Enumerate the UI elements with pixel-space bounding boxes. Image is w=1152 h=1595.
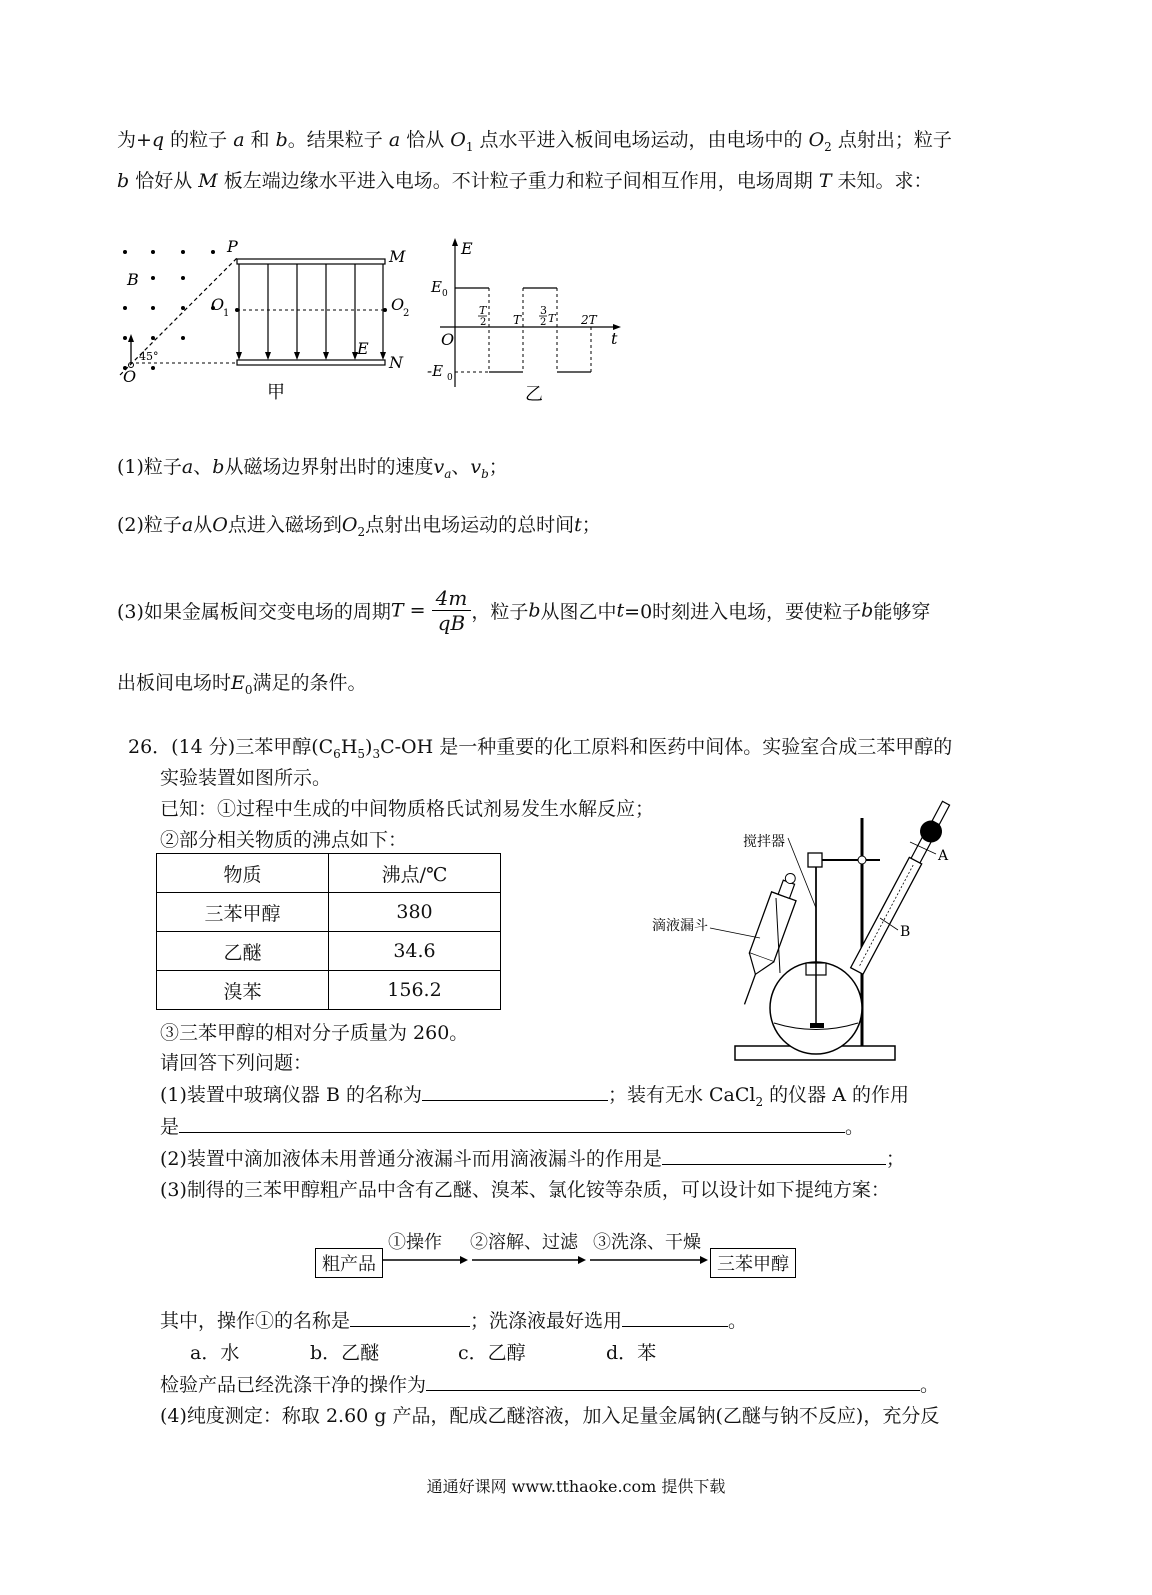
text: =0时刻进入电场，要使粒子 xyxy=(624,601,862,623)
p26-q3-line-e xyxy=(160,1370,939,1397)
text: 恰从 xyxy=(400,129,451,151)
label-E0sub: 0 xyxy=(442,289,448,299)
text: (3)如果金属板间交变电场的周期 xyxy=(117,601,391,623)
apparatus-figure xyxy=(640,798,970,1068)
table-cell: 溴苯 xyxy=(157,971,329,1010)
p26-q3: (3)制得的三苯甲醇粗产品中含有乙醚、溴苯、氯化铵等杂质，可以设计如下提纯方案： xyxy=(160,1179,890,1201)
axis-t: t xyxy=(611,329,618,348)
text: 、 xyxy=(451,456,471,478)
flow-step-2: ②溶解、过滤 xyxy=(470,1232,578,1253)
text: 从磁场边界射出时的速度 xyxy=(224,456,434,478)
answer-blank[interactable] xyxy=(662,1144,886,1165)
tick-T: T xyxy=(513,313,522,327)
text: 。 xyxy=(728,1310,748,1332)
tick-T2-num: T xyxy=(479,304,487,317)
text: 出板间电场时 xyxy=(117,672,232,694)
tick-T32-num: 3 xyxy=(540,304,547,317)
sub: 5 xyxy=(357,746,366,761)
text: 点水平进入板间电场运动，由电场中的 xyxy=(473,129,809,151)
text: 点射出电场运动的总时间 xyxy=(365,514,575,536)
label-P: P xyxy=(227,237,238,256)
text: 为+ xyxy=(117,129,152,151)
figure-jia xyxy=(105,230,425,410)
table-header: 物质 xyxy=(157,854,329,893)
text: ； xyxy=(488,456,508,478)
question-3-line-2 xyxy=(117,668,367,697)
var-q: q xyxy=(151,129,165,151)
var-O2: O xyxy=(808,129,825,151)
sub: 3 xyxy=(372,746,381,761)
text: 。 xyxy=(920,1374,940,1396)
option-d[interactable]: d．苯 xyxy=(606,1342,657,1364)
label-B: B xyxy=(900,924,911,940)
label-O: O xyxy=(441,330,455,349)
label-O2: O xyxy=(391,295,405,314)
label-O1: O xyxy=(211,295,225,314)
axis-E: E xyxy=(461,239,473,258)
boiling-point-table xyxy=(156,853,501,1010)
var-M: M xyxy=(198,170,218,192)
p26-known-3: ③三苯甲醇的相对分子质量为 260。 xyxy=(160,1022,469,1044)
answer-blank[interactable] xyxy=(422,1080,608,1101)
text: ) xyxy=(365,736,373,758)
answer-blank[interactable] xyxy=(426,1370,920,1391)
question-2 xyxy=(117,510,601,539)
tick-T2-den: 2 xyxy=(480,317,487,328)
label-E0: E xyxy=(431,278,442,296)
table-cell: 34.6 xyxy=(329,932,501,971)
label-M: M xyxy=(389,247,406,266)
sub: 2 xyxy=(357,524,366,539)
var: O xyxy=(341,514,358,536)
flow-step-1: ①操作 xyxy=(388,1232,442,1253)
var: a xyxy=(181,456,194,478)
p26-q4: (4)纯度测定：称取 2.60 g 产品，配成乙醚溶液，加入足量金属钠(乙醚与钠不反应)，充分反 xyxy=(160,1405,940,1427)
text: 满足的条件。 xyxy=(252,672,367,694)
p26-ask: 请回答下列问题： xyxy=(160,1052,313,1074)
text: C-OH 是一种重要的化工原料和医药中间体。实验室合成三苯甲醇的 xyxy=(380,736,953,758)
label-angle: 45° xyxy=(139,350,159,363)
p26-known-2: ②部分相关物质的沸点如下： xyxy=(160,829,408,851)
table-row xyxy=(157,932,501,971)
text: 板左端边缘水平进入电场。不计粒子重力和粒子间相互作用，电场周期 xyxy=(217,170,819,192)
page-footer: 通通好课网 www.tthaoke.com 提供下载 xyxy=(426,1477,726,1496)
flow-step-3: ③洗涤、干燥 xyxy=(593,1232,701,1253)
text: ； xyxy=(581,514,601,536)
var-a: a xyxy=(233,129,245,151)
label-dropping-funnel: 滴液漏斗 xyxy=(652,918,708,934)
var-T: T xyxy=(818,170,832,192)
p26-line-1 xyxy=(128,732,952,761)
text: 点进入磁场到 xyxy=(227,514,342,536)
intro-line-1 xyxy=(117,125,952,154)
label-O1sub: 1 xyxy=(223,308,230,319)
var-a: a xyxy=(388,129,401,151)
p26-q1-line-2 xyxy=(160,1112,864,1139)
label-negE0sub: 0 xyxy=(447,373,453,383)
sub: 6 xyxy=(333,746,341,761)
answer-blank[interactable] xyxy=(622,1306,728,1327)
label-E: E xyxy=(357,339,369,358)
text: 是 xyxy=(160,1116,180,1138)
figure-yi xyxy=(425,232,625,412)
text: 能够穿 xyxy=(873,601,931,623)
tick-T32-T: T xyxy=(548,312,556,325)
table-header: 沸点/℃ xyxy=(329,854,501,893)
label-O2sub: 2 xyxy=(403,308,410,319)
p26-q3-line-b xyxy=(160,1306,747,1333)
sub: 0 xyxy=(244,682,253,697)
label-N: N xyxy=(389,353,403,372)
answer-blank[interactable] xyxy=(179,1112,845,1133)
table-cell: 三苯甲醇 xyxy=(157,893,329,932)
numerator: 4m xyxy=(432,586,472,611)
text: 检验产品已经洗涤干净的操作为 xyxy=(160,1374,427,1396)
label-O: O xyxy=(123,367,137,386)
text: = xyxy=(403,599,432,622)
flow-end: 三苯甲醇 xyxy=(710,1248,796,1278)
text: 和 xyxy=(244,129,276,151)
text: ；洗涤液最好选用 xyxy=(470,1310,623,1332)
table-cell: 乙醚 xyxy=(157,932,329,971)
question-1 xyxy=(117,452,508,481)
var: a xyxy=(181,514,194,536)
text: (1)粒子 xyxy=(117,456,182,478)
question-3 xyxy=(117,586,930,635)
table-cell: 156.2 xyxy=(329,971,501,1010)
table-row xyxy=(157,971,501,1010)
label-stirrer: 搅拌器 xyxy=(743,834,785,850)
field-dots xyxy=(123,250,215,370)
text: (2)粒子 xyxy=(117,514,182,536)
text: 的粒子 xyxy=(164,129,234,151)
var: E xyxy=(231,672,245,694)
p26-line-2: 实验装置如图所示。 xyxy=(160,767,332,789)
label-negE0: -E xyxy=(427,362,444,380)
var: O xyxy=(212,514,228,536)
sub: b xyxy=(481,466,489,481)
var: b xyxy=(528,599,541,622)
text: ； xyxy=(885,1148,905,1170)
p26-known-1: 已知：①过程中生成的中间物质格氏试剂易发生水解反应； xyxy=(160,798,655,820)
option-a[interactable]: a．水 xyxy=(190,1342,240,1364)
label-A: A xyxy=(938,848,949,864)
table-row xyxy=(157,893,501,932)
text: 从 xyxy=(193,514,213,536)
var: t xyxy=(616,599,625,622)
answer-blank[interactable] xyxy=(350,1306,470,1327)
text: 。 xyxy=(845,1116,865,1138)
var: b xyxy=(212,456,225,478)
sub: 2 xyxy=(824,139,832,154)
text: (1)装置中玻璃仪器 B 的名称为 xyxy=(160,1084,422,1106)
tick-2T: 2T xyxy=(581,313,597,327)
text: 26．(14 分)三苯甲醇(C xyxy=(128,736,334,758)
text: 。结果粒子 xyxy=(287,129,389,151)
var-b: b xyxy=(117,170,130,192)
sub: 2 xyxy=(755,1094,764,1109)
text: ，粒子 xyxy=(471,601,529,623)
sub: 1 xyxy=(465,139,474,154)
var: v xyxy=(433,456,445,478)
text: 的仪器 A 的作用 xyxy=(763,1084,909,1106)
fraction xyxy=(432,586,472,635)
table-header-row xyxy=(157,854,501,893)
intro-line-2 xyxy=(117,166,933,193)
text: 未知。求： xyxy=(831,170,933,192)
var-O1: O xyxy=(450,129,466,151)
flow-start: 粗产品 xyxy=(315,1248,383,1278)
var: b xyxy=(861,599,874,622)
text: 其中，操作①的名称是 xyxy=(160,1310,351,1332)
table-cell: 380 xyxy=(329,893,501,932)
sub: a xyxy=(444,466,452,481)
text: 点射出；粒子 xyxy=(831,129,952,151)
tick-T32-den: 2 xyxy=(540,317,547,328)
caption-jia: 甲 xyxy=(267,382,285,403)
p26-q1 xyxy=(160,1080,909,1109)
caption-yi: 乙 xyxy=(525,384,543,405)
text: 恰好从 xyxy=(129,170,199,192)
flow-arrows xyxy=(310,1228,710,1288)
label-B: B xyxy=(127,270,139,289)
text: 从图乙中 xyxy=(540,601,617,623)
var: T xyxy=(390,599,404,622)
text: (2)装置中滴加液体未用普通分液漏斗而用滴液漏斗的作用是 xyxy=(160,1148,662,1170)
var: t xyxy=(574,514,582,536)
p26-q2 xyxy=(160,1144,905,1171)
var: v xyxy=(470,456,482,478)
option-c[interactable]: c．乙醇 xyxy=(458,1342,526,1364)
denominator: qB xyxy=(437,611,466,635)
option-b[interactable]: b．乙醚 xyxy=(310,1342,380,1364)
text: 、 xyxy=(193,456,213,478)
var-b: b xyxy=(275,129,288,151)
text: ；装有无水 CaCl xyxy=(607,1084,756,1106)
text: H xyxy=(340,736,358,758)
